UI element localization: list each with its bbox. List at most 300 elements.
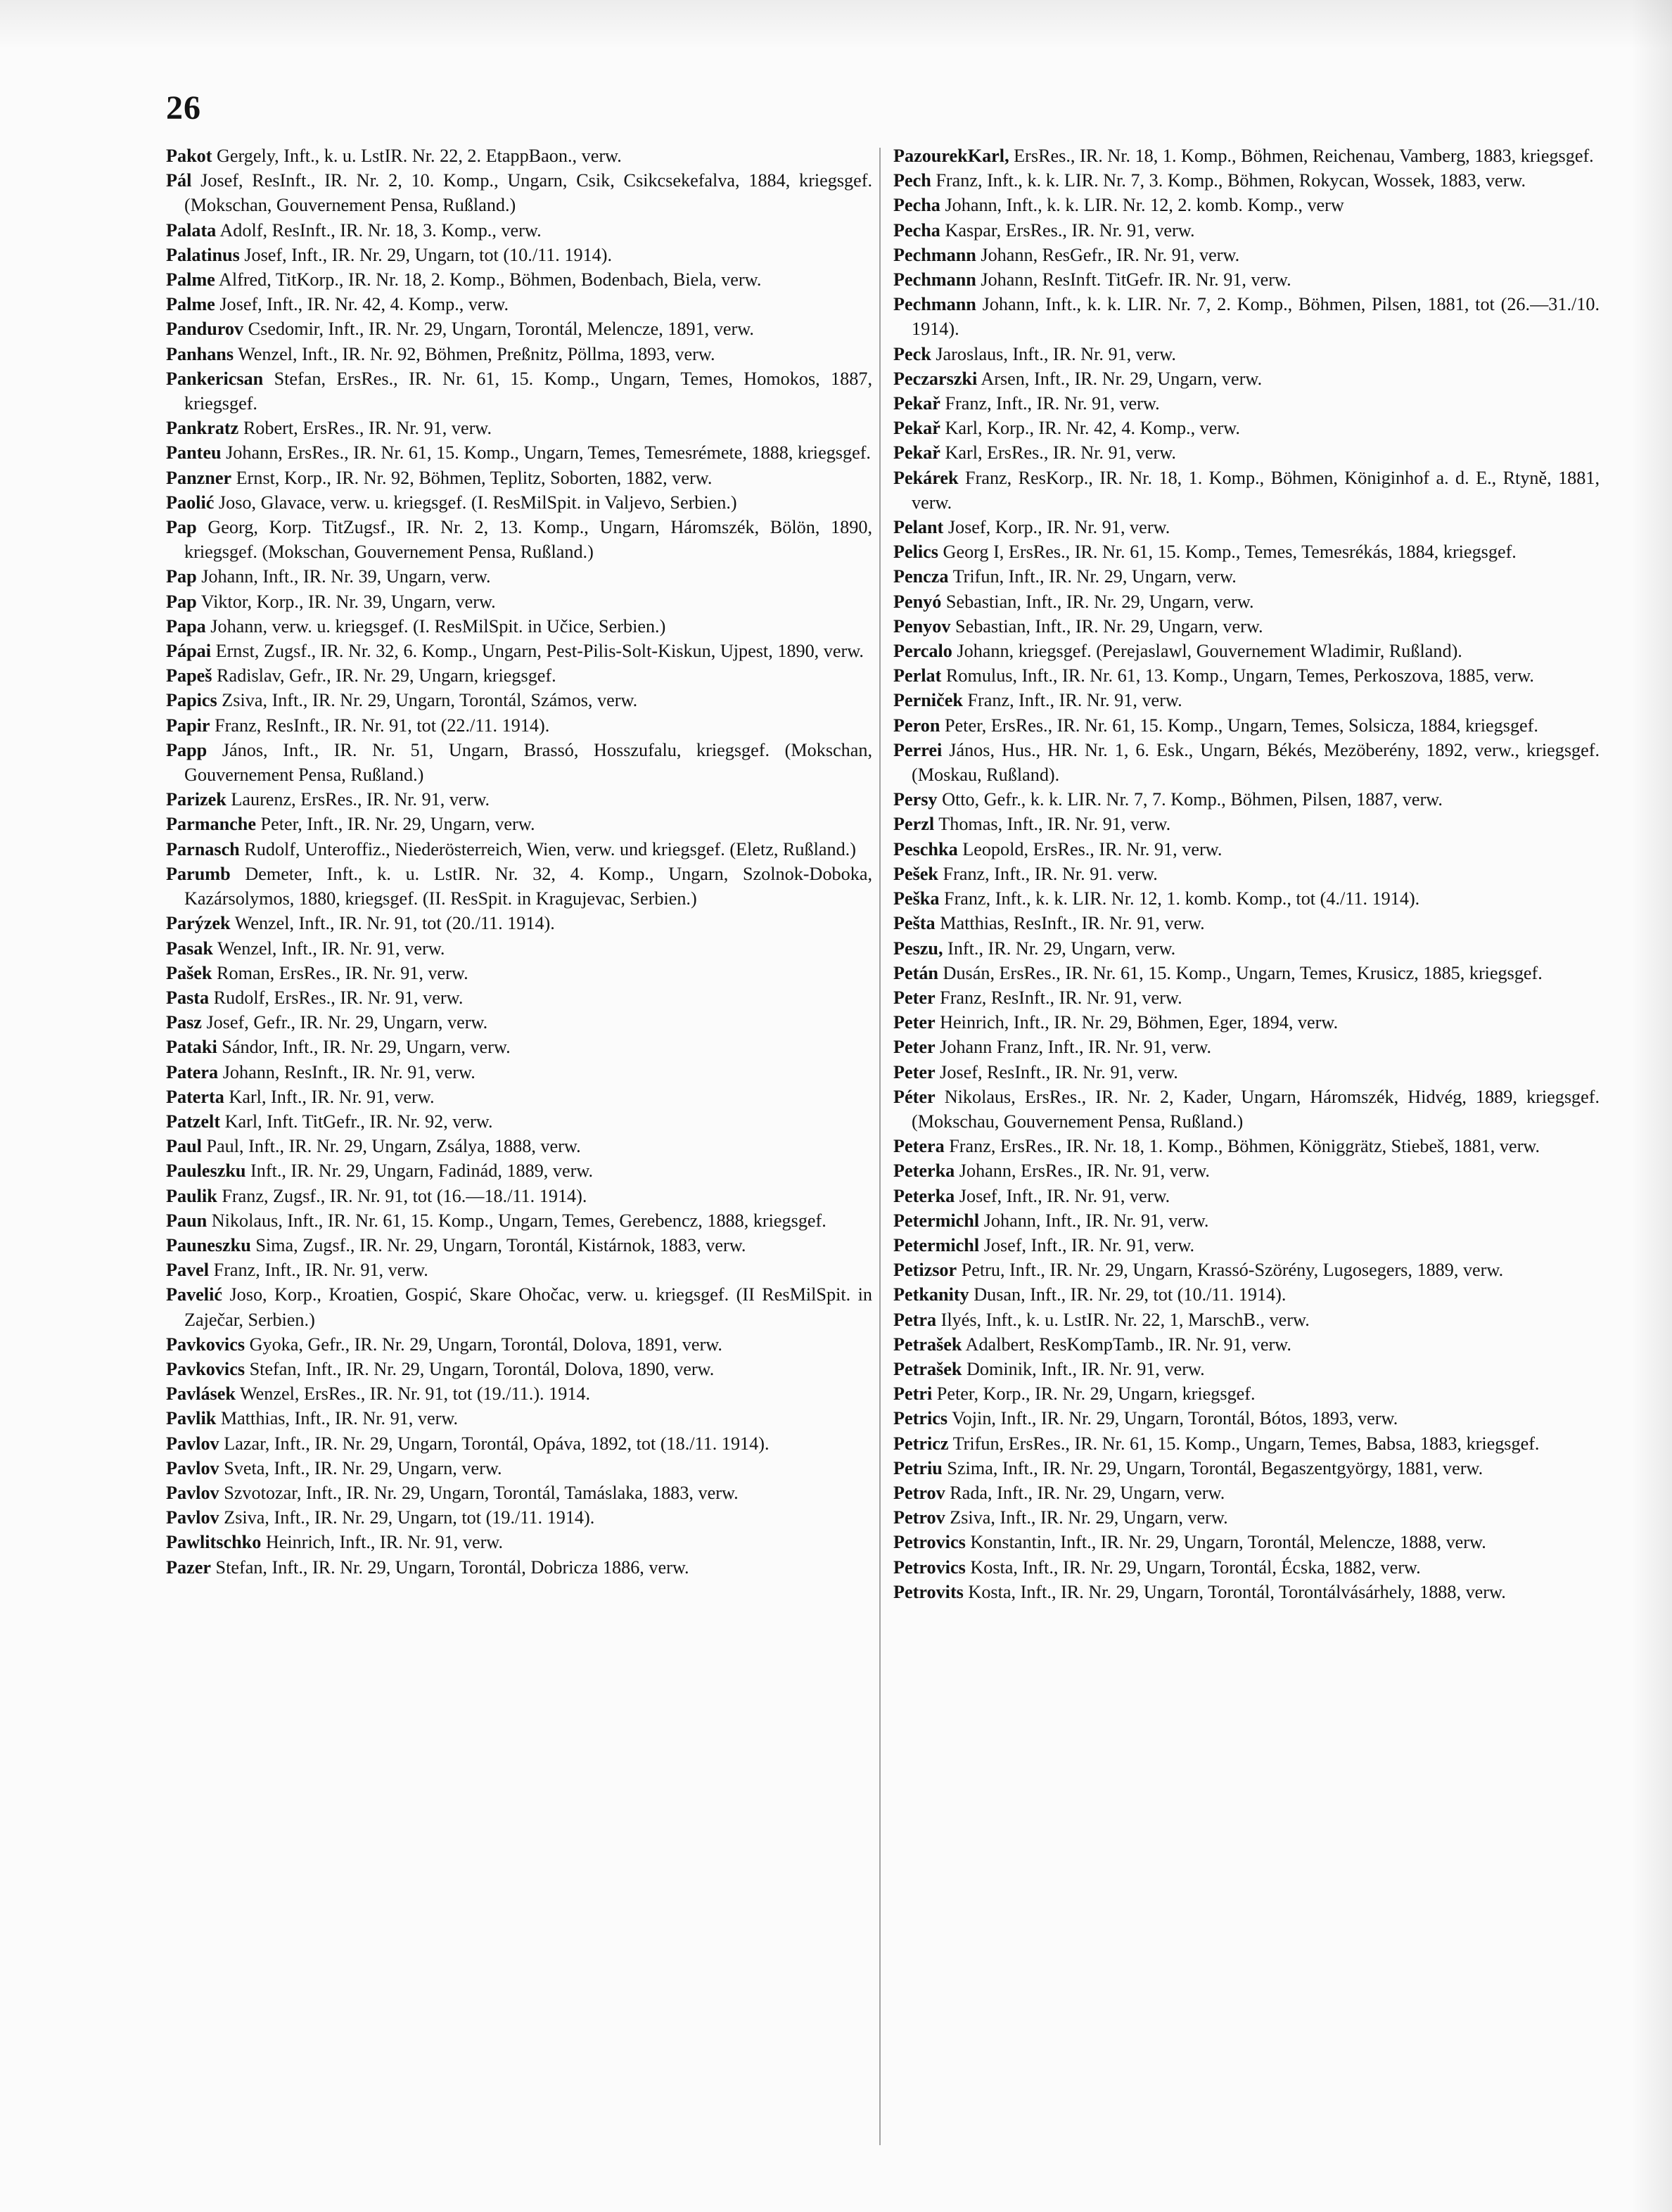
register-entry	[893, 1308, 1600, 1332]
register-entry	[166, 1158, 872, 1183]
register-entry	[893, 911, 1600, 935]
entry-surname: Pawlitschko	[166, 1532, 262, 1553]
register-entry	[893, 1332, 1600, 1357]
entry-surname: Parmanche	[166, 814, 256, 835]
register-entry	[893, 515, 1600, 539]
register-entry	[166, 243, 872, 267]
register-entry	[166, 639, 872, 663]
entry-surname: Parizek	[166, 789, 226, 810]
register-entry	[893, 218, 1600, 243]
entry-surname: Pasta	[166, 987, 210, 1008]
entry-surname: Pekař	[893, 418, 940, 439]
entry-details: Karl, Korp., IR. Nr. 42, 4. Komp., verw.	[945, 418, 1240, 439]
register-entry	[166, 837, 872, 862]
entry-details: Robert, ErsRes., IR. Nr. 91, verw.	[243, 418, 492, 439]
register-entry	[166, 292, 872, 317]
entry-surname: Panhans	[166, 343, 234, 364]
entry-details: Franz, ResKorp., IR. Nr. 18, 1. Komp., Böhmen, Königinhof a. d. E., Rtyně, 1881, verw.	[912, 467, 1600, 513]
entry-details: Josef, ResInft., IR. Nr. 2, 10. Komp., Ungarn, Csik, Csikcsekefalva, 1884, kriegsgef. (Mokschan, Gouvernement Pensa, Rußland.)	[184, 170, 873, 216]
entry-details: Joso, Korp., Kroatien, Gospić, Skare Ohočac, verw. u. kriegsgef. (II ResMilSpit. in Zaječar, Serbien.)	[184, 1284, 873, 1330]
entry-details: Johann, ResInft., IR. Nr. 91, verw.	[222, 1061, 476, 1082]
entry-details: Josef, Korp., IR. Nr. 91, verw.	[947, 517, 1170, 538]
entry-details: Franz, Zugsf., IR. Nr. 91, tot (16.—18./11. 1914).	[222, 1185, 587, 1206]
register-entry	[166, 812, 872, 836]
register-entry	[893, 1233, 1600, 1258]
entry-details: Johann, kriegsgef. (Perejaslawl, Gouvernement Wladimir, Rußland).	[957, 641, 1462, 662]
register-entry	[166, 1010, 872, 1035]
entry-surname: Petrov	[893, 1507, 945, 1528]
entry-details: Josef, Inft., IR. Nr. 91, verw.	[959, 1185, 1170, 1206]
entry-surname: Peron	[893, 715, 940, 736]
register-entry	[166, 688, 872, 712]
entry-surname: Petrovics	[893, 1556, 966, 1578]
entry-details: Trifun, ErsRes., IR. Nr. 61, 15. Komp., Ungarn, Temes, Babsa, 1883, kriegsgef.	[952, 1433, 1540, 1454]
register-entry	[166, 267, 872, 292]
entry-details: Franz, ResInft., IR. Nr. 91, verw.	[940, 987, 1182, 1008]
entry-details: Szvotozar, Inft., IR. Nr. 29, Ungarn, Torontál, Tamáslaka, 1883, verw.	[224, 1482, 739, 1503]
entry-details: Viktor, Korp., IR. Nr. 39, Ungarn, verw.	[200, 591, 496, 612]
scan-right-edge	[1631, 0, 1672, 2212]
register-entry	[166, 614, 872, 639]
entry-surname: Pankratz	[166, 418, 239, 439]
entry-details: Franz, Inft., IR. Nr. 91. verw.	[943, 863, 1158, 884]
entry-details: Rudolf, ErsRes., IR. Nr. 91, verw.	[213, 987, 464, 1008]
entry-surname: Peszu,	[893, 938, 943, 959]
entry-details: Ernst, Zugsf., IR. Nr. 32, 6. Komp., Ungarn, Pest-Pilis-Solt-Kiskun, Ujpest, 1890, verw.	[215, 641, 864, 662]
register-entry	[893, 1555, 1600, 1580]
register-entry	[166, 218, 872, 243]
entry-details: Szima, Inft., IR. Nr. 29, Ungarn, Torontál, Begaszentgyörgy, 1881, verw.	[947, 1457, 1483, 1478]
register-entry	[166, 787, 872, 812]
entry-surname: Peter	[893, 1061, 936, 1082]
entry-details: Nikolaus, Inft., IR. Nr. 61, 15. Komp., Ungarn, Temes, Gerebencz, 1888, kriegsgef.	[211, 1210, 827, 1231]
register-entry	[893, 936, 1600, 961]
entry-details: Georg I, ErsRes., IR. Nr. 61, 15. Komp., Temes, Temesrékás, 1884, kriegsgef.	[943, 542, 1517, 563]
register-entry	[893, 1258, 1600, 1282]
register-entry	[893, 1282, 1600, 1307]
entry-surname: Petrašek	[893, 1334, 962, 1355]
entry-surname: Petri	[893, 1383, 933, 1405]
register-entry	[893, 713, 1600, 738]
entry-surname: Pavkovics	[166, 1358, 245, 1379]
register-entry	[893, 1481, 1600, 1505]
entry-details: Heinrich, Inft., IR. Nr. 29, Böhmen, Eger, 1894, verw.	[940, 1012, 1339, 1033]
entry-surname: Petkanity	[893, 1284, 969, 1305]
entry-details: Peter, Inft., IR. Nr. 29, Ungarn, verw.	[260, 814, 535, 835]
register-entry	[166, 168, 872, 217]
entry-surname: Parnasch	[166, 838, 240, 859]
register-entry	[166, 1085, 872, 1109]
register-entry	[166, 1357, 872, 1381]
entry-details: Petru, Inft., IR. Nr. 29, Ungarn, Krassó-Szörény, Lugosegers, 1889, verw.	[961, 1260, 1504, 1281]
register-entry	[166, 1233, 872, 1258]
left-column	[166, 143, 872, 1580]
entry-details: Franz, Inft., IR. Nr. 91, verw.	[213, 1260, 428, 1281]
entry-details: Sveta, Inft., IR. Nr. 29, Ungarn, verw.	[224, 1457, 502, 1478]
entry-surname: Petrovits	[893, 1581, 964, 1602]
register-entry	[893, 837, 1600, 862]
entry-details: Josef, Inft., IR. Nr. 42, 4. Komp., verw.	[219, 294, 509, 315]
entry-surname: Peterka	[893, 1185, 955, 1206]
entry-surname: Petizsor	[893, 1260, 957, 1281]
entry-surname: Petán	[893, 962, 938, 983]
register-entry	[893, 787, 1600, 812]
entry-details: Stefan, Inft., IR. Nr. 29, Ungarn, Torontál, Dolova, 1890, verw.	[249, 1358, 715, 1379]
entry-details: Karl, Inft. TitGefr., IR. Nr. 92, verw.	[224, 1111, 493, 1132]
register-entry	[166, 1456, 872, 1481]
register-entry	[166, 713, 872, 738]
register-entry	[166, 1035, 872, 1059]
entry-details: Zsiva, Inft., IR. Nr. 29, Ungarn, verw.	[950, 1507, 1228, 1528]
entry-details: Sebastian, Inft., IR. Nr. 29, Ungarn, verw.	[955, 615, 1263, 637]
entry-surname: Panteu	[166, 442, 222, 464]
entry-surname: Parýzek	[166, 913, 231, 934]
register-entry	[893, 1456, 1600, 1481]
register-entry	[893, 1158, 1600, 1183]
entry-surname: Peck	[893, 343, 931, 364]
entry-surname: Petra	[893, 1309, 937, 1330]
entry-details: Gyoka, Gefr., IR. Nr. 29, Ungarn, Torontál, Dolova, 1891, verw.	[249, 1334, 722, 1355]
register-entry	[893, 1406, 1600, 1431]
register-entry	[166, 564, 872, 589]
entry-details: Thomas, Inft., IR. Nr. 91, verw.	[938, 814, 1171, 835]
entry-surname: Petrovics	[893, 1532, 966, 1553]
entry-details: Wenzel, ErsRes., IR. Nr. 91, tot (19./11.). 1914.	[240, 1383, 591, 1405]
register-entry	[166, 936, 872, 961]
register-entry	[166, 1431, 872, 1456]
entry-surname: Perrei	[893, 739, 943, 760]
entry-surname: Pavlik	[166, 1408, 217, 1429]
entry-details: Josef, Gefr., IR. Nr. 29, Ungarn, verw.	[206, 1012, 488, 1033]
entry-surname: Peterka	[893, 1161, 955, 1182]
register-entry	[893, 812, 1600, 836]
entry-details: Johann, ResInft. TitGefr. IR. Nr. 91, verw.	[981, 269, 1291, 290]
register-entry	[166, 1109, 872, 1134]
register-entry	[166, 1332, 872, 1357]
register-entry	[893, 1381, 1600, 1406]
entry-surname: Peter	[893, 1037, 936, 1058]
entry-surname: Pelant	[893, 517, 944, 538]
register-entry	[166, 1555, 872, 1580]
register-entry	[166, 1406, 872, 1431]
register-entry	[893, 738, 1600, 787]
entry-details: Josef, Inft., IR. Nr. 29, Ungarn, tot (10./11. 1914).	[244, 244, 613, 265]
entry-details: Csedomir, Inft., IR. Nr. 29, Ungarn, Torontál, Melencze, 1891, verw.	[248, 319, 754, 340]
entry-details: Jaroslaus, Inft., IR. Nr. 91, verw.	[936, 343, 1176, 364]
entry-details: Demeter, Inft., k. u. LstIR. Nr. 32, 4. Komp., Ungarn, Szolnok-Doboka, Kazársolymos, 1880, kriegsgef. (II. ResSpit. in Kragujevac, Serbien.)	[184, 863, 872, 909]
entry-surname: Pecha	[893, 195, 940, 216]
entry-surname: Pandurov	[166, 319, 244, 340]
register-entry	[166, 1481, 872, 1505]
register-entry	[166, 738, 872, 787]
entry-details: Radislav, Gefr., IR. Nr. 29, Ungarn, kriegsgef.	[217, 665, 556, 686]
register-entry	[893, 342, 1600, 366]
entry-surname: Peter	[893, 987, 936, 1008]
entry-details: Dominik, Inft., IR. Nr. 91, verw.	[966, 1358, 1205, 1379]
entry-surname: Paun	[166, 1210, 208, 1231]
register-entry	[893, 688, 1600, 712]
register-entry	[166, 589, 872, 614]
register-entry	[893, 1010, 1600, 1035]
entry-details: Kaspar, ErsRes., IR. Nr. 91, verw.	[945, 219, 1195, 241]
entry-surname: Petrics	[893, 1408, 948, 1429]
register-entry	[893, 1208, 1600, 1233]
entry-surname: Pavkovics	[166, 1334, 245, 1355]
entry-surname: Pecha	[893, 219, 940, 241]
register-entry	[166, 663, 872, 688]
entry-surname: Patzelt	[166, 1111, 221, 1132]
register-entry	[166, 490, 872, 515]
entry-surname: Peschka	[893, 838, 958, 859]
entry-details: Johann Franz, Inft., IR. Nr. 91, verw.	[940, 1037, 1212, 1058]
entry-details: Karl, Inft., IR. Nr. 91, verw.	[229, 1086, 435, 1107]
entry-surname: Pasak	[166, 938, 213, 959]
register-entry	[166, 342, 872, 366]
entry-details: Dusan, Inft., IR. Nr. 29, tot (10./11. 1914).	[974, 1284, 1287, 1305]
entry-surname: Pekař	[893, 442, 940, 464]
register-entry	[893, 614, 1600, 639]
register-entry	[166, 515, 872, 564]
entry-surname: Pelics	[893, 542, 938, 563]
register-entry	[893, 391, 1600, 416]
entry-details: Inft., IR. Nr. 29, Ungarn, Fadinád, 1889, verw.	[250, 1161, 594, 1182]
entry-details: Georg, Korp. TitZugsf., IR. Nr. 2, 13. Komp., Ungarn, Háromszék, Bölön, 1890, kriegsgef. (Mokschan, Gouvernement Pensa, Rußland.)	[184, 517, 872, 563]
entry-details: Franz, Inft., IR. Nr. 91, verw.	[967, 690, 1182, 711]
entry-surname: Pataki	[166, 1037, 217, 1058]
entry-details: Zsiva, Inft., IR. Nr. 29, Ungarn, Torontál, Számos, verw.	[222, 690, 638, 711]
entry-details: Arsen, Inft., IR. Nr. 29, Ungarn, verw.	[981, 368, 1263, 389]
entry-surname: Petera	[893, 1136, 945, 1157]
entry-surname: Pál	[166, 170, 192, 191]
register-entry	[893, 639, 1600, 663]
register-entry	[893, 466, 1600, 515]
register-entry	[166, 366, 872, 416]
entry-details: Johann, ErsRes., IR. Nr. 91, verw.	[959, 1161, 1210, 1182]
entry-surname: Pechmann	[893, 269, 976, 290]
register-entry	[893, 1530, 1600, 1554]
entry-details: János, Hus., HR. Nr. 1, 6. Esk., Ungarn, Békés, Mezöberény, 1892, verw., kriegsgef. (Moskau, Rußland).	[912, 739, 1600, 786]
register-entry	[893, 1184, 1600, 1208]
entry-details: Sima, Zugsf., IR. Nr. 29, Ungarn, Torontál, Kistárnok, 1883, verw.	[255, 1234, 746, 1255]
entry-surname: Péter	[893, 1086, 936, 1107]
entry-details: Franz, Inft., k. k. LIR. Nr. 7, 3. Komp., Böhmen, Rokycan, Wossek, 1883, verw.	[936, 170, 1526, 191]
entry-surname: Pavlov	[166, 1482, 219, 1503]
entry-surname: Pavlov	[166, 1433, 219, 1454]
register-entry	[893, 1357, 1600, 1381]
register-entry	[166, 1060, 872, 1085]
entry-details: Romulus, Inft., IR. Nr. 61, 13. Komp., Ungarn, Temes, Perkoszova, 1885, verw.	[945, 665, 1534, 686]
entry-surname: Pankericsan	[166, 368, 264, 389]
entry-surname: Pap	[166, 591, 197, 612]
entry-details: Josef, ResInft., IR. Nr. 91, verw.	[940, 1061, 1178, 1082]
entry-details: Kosta, Inft., IR. Nr. 29, Ungarn, Torontál, Écska, 1882, verw.	[970, 1556, 1421, 1578]
entry-details: Wenzel, Inft., IR. Nr. 92, Böhmen, Preßnitz, Pöllma, 1893, verw.	[238, 343, 715, 364]
register-entry	[893, 1085, 1600, 1134]
entry-details: Roman, ErsRes., IR. Nr. 91, verw.	[217, 962, 468, 983]
register-entry	[893, 143, 1600, 168]
entry-surname: Pavel	[166, 1260, 210, 1281]
entry-surname: Perlat	[893, 665, 942, 686]
register-entry	[893, 416, 1600, 440]
entry-details: Vojin, Inft., IR. Nr. 29, Ungarn, Torontál, Bótos, 1893, verw.	[952, 1408, 1398, 1429]
register-entry	[166, 1505, 872, 1530]
register-entry	[166, 416, 872, 440]
register-entry	[166, 1208, 872, 1233]
register-entry	[166, 143, 872, 168]
entry-surname: Pencza	[893, 566, 949, 587]
entry-surname: Peška	[893, 888, 940, 909]
entry-details: Gergely, Inft., k. u. LstIR. Nr. 22, 2. EtappBaon., verw.	[217, 146, 622, 166]
register-entry	[893, 589, 1600, 614]
entry-details: Leopold, ErsRes., IR. Nr. 91, verw.	[962, 838, 1223, 859]
entry-details: Alfred, TitKorp., IR. Nr. 18, 2. Komp., Böhmen, Bodenbach, Biela, verw.	[218, 269, 762, 290]
register-entry	[893, 663, 1600, 688]
entry-surname: Penyov	[893, 615, 951, 637]
entry-surname: Panzner	[166, 467, 232, 488]
entry-details: Franz, ErsRes., IR. Nr. 18, 1. Komp., Böhmen, Königgrätz, Stiebeš, 1881, verw.	[949, 1136, 1540, 1157]
entry-surname: Perniček	[893, 690, 963, 711]
register-entry	[166, 1184, 872, 1208]
register-entry	[166, 317, 872, 341]
entry-details: Stefan, Inft., IR. Nr. 29, Ungarn, Torontál, Dobricza 1886, verw.	[215, 1556, 689, 1578]
entry-surname: Peter	[893, 1012, 936, 1033]
entry-surname: Persy	[893, 789, 938, 810]
entry-details: Johann, verw. u. kriegsgef. (I. ResMilSpit. in Učice, Serbien.)	[210, 615, 666, 637]
register-entry	[166, 1258, 872, 1282]
entry-details: Wenzel, Inft., IR. Nr. 91, verw.	[217, 938, 445, 959]
entry-surname: Paterta	[166, 1086, 224, 1107]
entry-details: Joso, Glavace, verw. u. kriegsgef. (I. ResMilSpit. in Valjevo, Serbien.)	[218, 492, 737, 513]
entry-surname: Pekárek	[893, 467, 959, 488]
entry-details: Nikolaus, ErsRes., IR. Nr. 2, Kader, Ungarn, Háromszék, Hidvég, 1889, kriegsgef. (Mokschau, Gouvernement Pensa, Rußland.)	[912, 1086, 1600, 1132]
entry-details: Peter, ErsRes., IR. Nr. 61, 15. Komp., Ungarn, Temes, Solsicza, 1884, kriegsgef.	[944, 715, 1538, 736]
entry-details: Sebastian, Inft., IR. Nr. 29, Ungarn, verw.	[945, 591, 1254, 612]
entry-details: Franz, Inft., k. k. LIR. Nr. 12, 1. komb. Komp., tot (4./11. 1914).	[944, 888, 1420, 909]
entry-details: Paul, Inft., IR. Nr. 29, Ungarn, Zsálya, 1888, verw.	[206, 1136, 581, 1157]
entry-surname: Pekař	[893, 393, 940, 414]
register-entry	[893, 985, 1600, 1010]
entry-details: Stefan, ErsRes., IR. Nr. 61, 15. Komp., Ungarn, Temes, Homokos, 1887, kriegsgef.	[184, 368, 872, 414]
entry-surname: Pavlov	[166, 1507, 219, 1528]
entry-surname: Pasz	[166, 1012, 202, 1033]
entry-details: Franz, Inft., IR. Nr. 91, verw.	[945, 393, 1160, 414]
entry-surname: Palme	[166, 269, 215, 290]
entry-details: Rudolf, Unteroffiz., Niederösterreich, Wien, verw. und kriegsgef. (Eletz, Rußland.)	[244, 838, 856, 859]
entry-details: Laurenz, ErsRes., IR. Nr. 91, verw.	[231, 789, 490, 810]
register-entry	[166, 440, 872, 465]
entry-surname: Petermichl	[893, 1210, 980, 1231]
register-entry	[893, 539, 1600, 564]
entry-surname: Pap	[166, 517, 197, 538]
entry-surname: Pavlov	[166, 1457, 219, 1478]
register-entry	[166, 985, 872, 1010]
entry-surname: Pap	[166, 566, 197, 587]
entry-surname: Perzl	[893, 814, 935, 835]
entry-details: János, Inft., IR. Nr. 51, Ungarn, Brassó, Hosszufalu, kriegsgef. (Mokschan, Gouvernement Pensa, Rußland.)	[184, 739, 873, 786]
entry-surname: Parumb	[166, 863, 231, 884]
entry-surname: Pechmann	[893, 244, 976, 265]
entry-details: Peter, Korp., IR. Nr. 29, Ungarn, kriegsgef.	[936, 1383, 1256, 1405]
register-entry	[893, 1035, 1600, 1059]
entry-details: Johann, Inft., k. k. LIR. Nr. 12, 2. komb. Komp., verw	[945, 195, 1344, 216]
entry-surname: Pešta	[893, 913, 936, 934]
register-entry	[166, 1381, 872, 1406]
entry-details: Rada, Inft., IR. Nr. 29, Ungarn, verw.	[950, 1482, 1225, 1503]
column-divider	[879, 148, 881, 2145]
register-entry	[893, 440, 1600, 465]
register-entry	[893, 1431, 1600, 1456]
register-entry	[893, 1505, 1600, 1530]
entry-details: Josef, Inft., IR. Nr. 91, verw.	[983, 1234, 1195, 1255]
entry-details: Johann, Inft., IR. Nr. 91, verw.	[983, 1210, 1209, 1231]
entry-surname: Palatinus	[166, 244, 240, 265]
entry-details: Inft., IR. Nr. 29, Ungarn, verw.	[947, 938, 1176, 959]
entry-surname: Papeš	[166, 665, 212, 686]
entry-details: Johann, Inft., k. k. LIR. Nr. 7, 2. Komp., Böhmen, Pilsen, 1881, tot (26.—31./10. 1914).	[912, 294, 1600, 340]
register-entry	[893, 961, 1600, 985]
entry-details: Ilyés, Inft., k. u. LstIR. Nr. 22, 1, MarschB., verw.	[940, 1309, 1310, 1330]
register-entry	[166, 1530, 872, 1554]
entry-surname: Percalo	[893, 641, 952, 662]
entry-surname: Pešek	[893, 863, 938, 884]
register-entry	[893, 1134, 1600, 1158]
entry-surname: Pauleszku	[166, 1161, 246, 1182]
entry-surname: PazourekKarl,	[893, 146, 1009, 166]
entry-surname: Pech	[893, 170, 931, 191]
entry-details: Ernst, Korp., IR. Nr. 92, Böhmen, Teplitz, Soborten, 1882, verw.	[236, 467, 713, 488]
entry-surname: Petrov	[893, 1482, 945, 1503]
entry-details: Johann, ResGefr., IR. Nr. 91, verw.	[981, 244, 1240, 265]
entry-surname: Petricz	[893, 1433, 949, 1454]
scan-top-shadow	[0, 0, 1672, 49]
entry-details: Karl, ErsRes., IR. Nr. 91, verw.	[945, 442, 1176, 464]
entry-details: Franz, ResInft., IR. Nr. 91, tot (22./11. 1914).	[215, 715, 550, 736]
entry-details: Sándor, Inft., IR. Nr. 29, Ungarn, verw.	[222, 1037, 511, 1058]
register-entry	[893, 243, 1600, 267]
entry-surname: Pašek	[166, 962, 212, 983]
entry-surname: Pavelić	[166, 1284, 222, 1305]
page-number: 26	[166, 89, 201, 127]
entry-details: Dusán, ErsRes., IR. Nr. 61, 15. Komp., Ungarn, Temes, Krusicz, 1885, kriegsgef.	[943, 962, 1543, 983]
register-entry	[166, 911, 872, 935]
entry-surname: Palata	[166, 219, 217, 241]
entry-details: Heinrich, Inft., IR. Nr. 91, verw.	[265, 1532, 504, 1553]
register-entry	[893, 564, 1600, 589]
entry-surname: Patera	[166, 1061, 219, 1082]
entry-details: Zsiva, Inft., IR. Nr. 29, Ungarn, tot (19./11. 1914).	[224, 1507, 595, 1528]
entry-details: Lazar, Inft., IR. Nr. 29, Ungarn, Torontál, Opáva, 1892, tot (18./11. 1914).	[224, 1433, 770, 1454]
register-entry	[893, 862, 1600, 886]
register-entry	[893, 292, 1600, 341]
register-entry	[893, 267, 1600, 292]
register-entry	[893, 168, 1600, 193]
entry-surname: Paulik	[166, 1185, 217, 1206]
entry-details: Johann, ErsRes., IR. Nr. 61, 15. Komp., Ungarn, Temes, Temesrémete, 1888, kriegsgef.	[226, 442, 871, 464]
entry-details: Adolf, ResInft., IR. Nr. 18, 3. Komp., verw.	[219, 219, 542, 241]
entry-surname: Papp	[166, 739, 208, 760]
entry-surname: Pechmann	[893, 294, 976, 315]
entry-surname: Paul	[166, 1136, 202, 1157]
entry-surname: Pazer	[166, 1556, 211, 1578]
entry-surname: Pápai	[166, 641, 212, 662]
register-entry	[893, 193, 1600, 217]
entry-surname: Papics	[166, 690, 217, 711]
register-entry	[893, 1060, 1600, 1085]
entry-details: Kosta, Inft., IR. Nr. 29, Ungarn, Torontál, Torontálvásárhely, 1888, verw.	[968, 1581, 1506, 1602]
register-entry	[893, 1580, 1600, 1604]
right-column	[893, 143, 1600, 1604]
entry-surname: Pauneszku	[166, 1234, 251, 1255]
